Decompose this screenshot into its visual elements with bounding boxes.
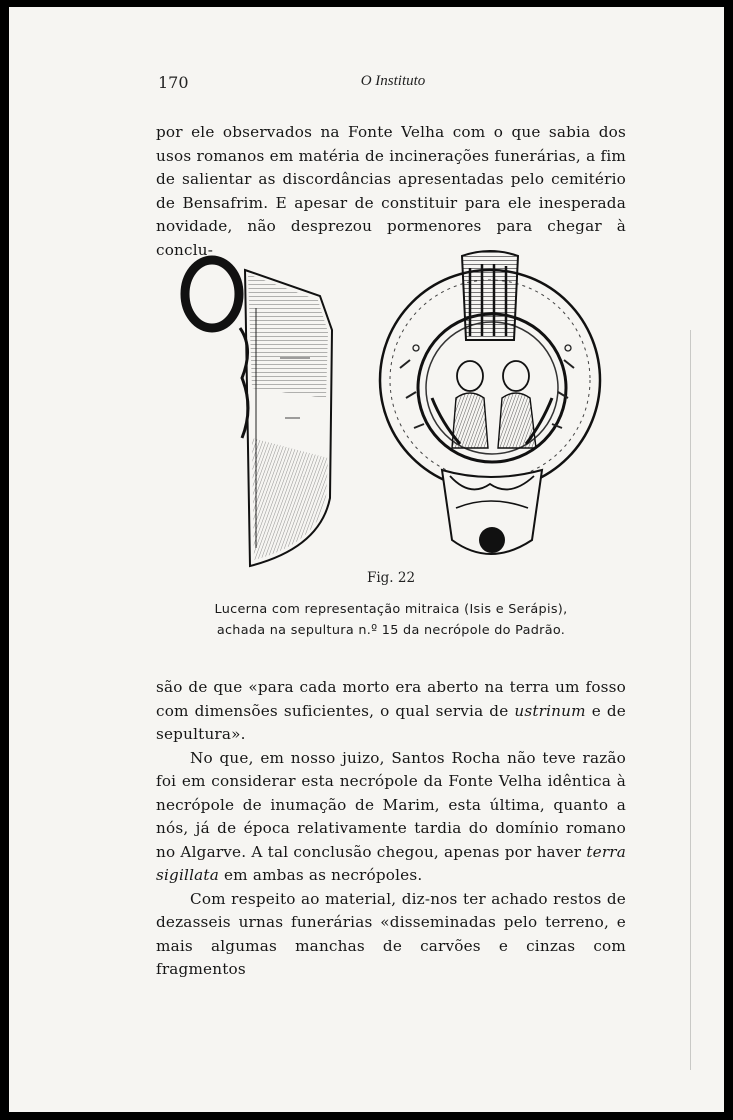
paragraph xyxy=(156,747,626,888)
lamp-illustration xyxy=(170,248,610,578)
paragraph-text: e de sepultura». xyxy=(156,701,626,743)
caption-line: achada na sepultura n.º 15 da necrópole do Padrão. xyxy=(216,623,566,638)
caption-line: Lucerna com representação mitraica (Isis e Serápis), xyxy=(214,602,568,617)
paragraph-text: No que, em nosso juizo, Santos Rocha não teve razão foi em considerar esta necrópole da Fonte Velha idêntica à necrópole de inumação de Marim, esta última, quanto a nós, já de época relativamente tardia do domínio romano no Algarve. A tal conclusão chegou, apenas por haver xyxy=(156,748,626,861)
paragraph-text: são de que «para cada morto era aberto na terra um fosso com dimensões suficientes, o qual servia de xyxy=(156,678,626,720)
figure-label: Fig. 22 xyxy=(366,570,416,586)
body-text-bottom xyxy=(156,676,626,982)
running-title: O Instituto xyxy=(360,73,426,89)
page-header xyxy=(158,73,628,97)
figure-lucerna-drawing xyxy=(170,248,610,578)
lamp-side-view xyxy=(185,260,332,566)
italic-term: ustrinum xyxy=(514,701,586,720)
figure-caption xyxy=(156,599,626,641)
page-edge-shadow xyxy=(690,330,691,1070)
paragraph xyxy=(156,676,626,747)
italic-term: terra sigillata xyxy=(156,842,626,884)
page-number: 170 xyxy=(158,73,189,92)
paragraph: Com respeito ao material, diz-nos ter achado restos de dezasseis urnas funerárias «disseminadas pelo terreno, e mais algumas manchas de carvões e cinzas com fragmentos xyxy=(156,889,626,978)
paragraph-text: em ambas as necrópoles. xyxy=(218,866,423,884)
lamp-top-view xyxy=(380,251,600,554)
body-text-top xyxy=(156,121,626,262)
paragraph: por ele observados na Fonte Velha com o que sabia dos usos romanos em matéria de incinerações funerárias, a fim de salientar as discordâncias apresentadas pelo cemitério de Bensafrim. E apesar de constituir para ele inesperada novidade, não desprezou pormenores para chegar à conclu- xyxy=(156,123,626,259)
